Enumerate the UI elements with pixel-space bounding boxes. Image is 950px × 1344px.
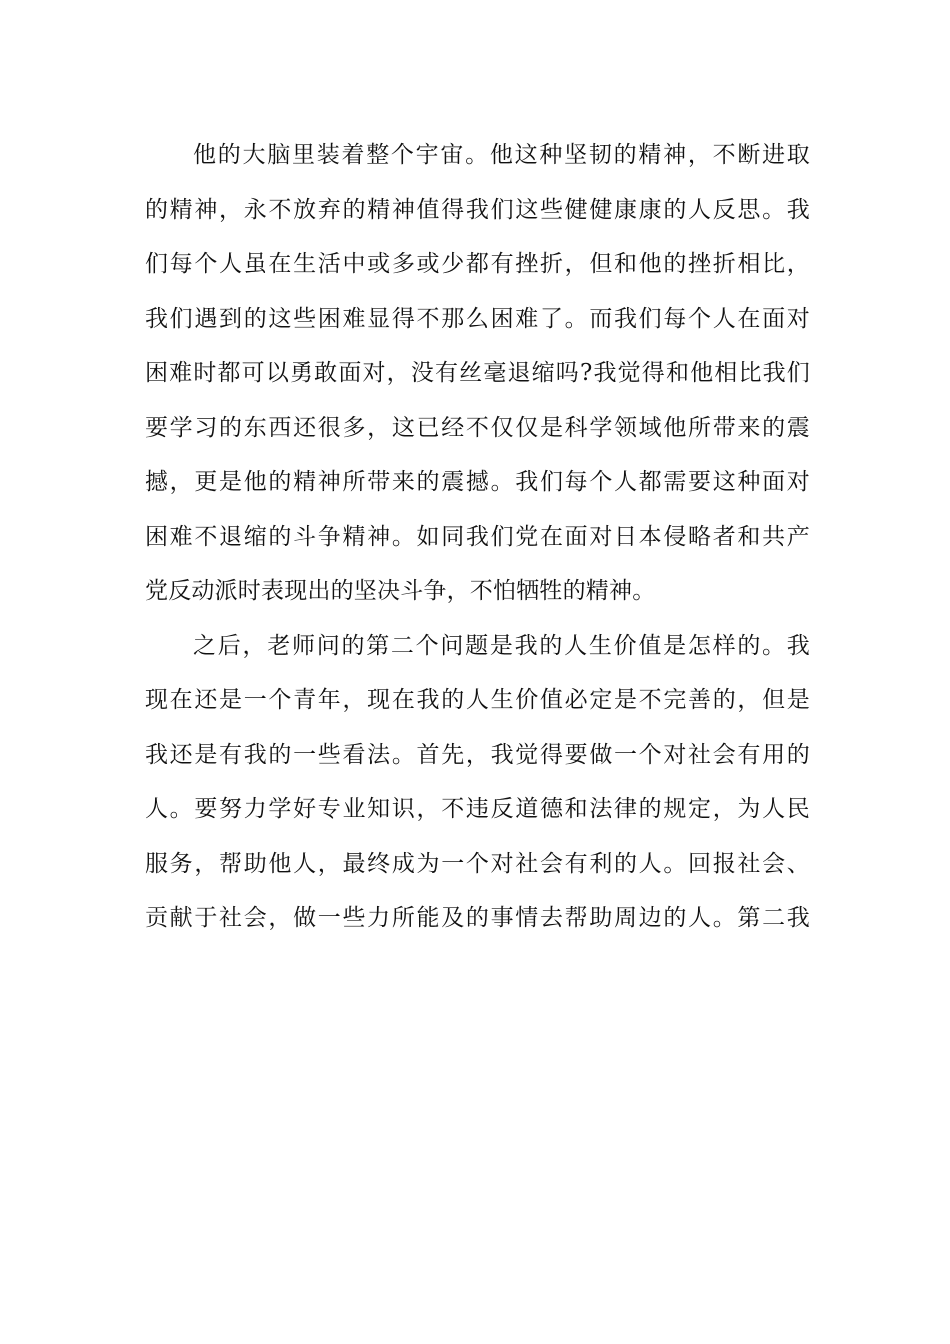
paragraph-1: [145, 128, 810, 619]
text-line: 人。要努力学好专业知识，不违反道德和法律的规定，为人民: [145, 796, 810, 822]
text-line: 服务，帮助他人，最终成为一个对社会有利的人。回报社会、: [145, 850, 810, 877]
text-line: 之后，老师问的第二个问题是我的人生价值是怎样的。我: [193, 632, 810, 659]
text-line: 他的大脑里装着整个宇宙。他这种坚韧的精神，不断进取: [193, 142, 810, 168]
paragraph-2: [145, 619, 810, 946]
text-line: 困难不退缩的斗争精神。如同我们党在面对日本侵略者和共产: [145, 523, 810, 550]
text-line: 我还是有我的一些看法。首先，我觉得要做一个对社会有用的: [145, 741, 810, 768]
text-line: 们每个人虽在生活中或多或少都有挫折，但和他的挫折相比，: [145, 251, 810, 277]
text-line: 贡献于社会，做一些力所能及的事情去帮助周边的人。第二我: [145, 905, 810, 931]
text-line: 要学习的东西还很多，这已经不仅仅是科学领域他所带来的震: [145, 414, 810, 441]
document-body: [145, 128, 810, 946]
text-line: 我们遇到的这些困难显得不那么困难了。而我们每个人在面对: [145, 305, 810, 332]
text-line: 的精神，永不放弃的精神值得我们这些健健康康的人反思。我: [145, 196, 810, 223]
text-line: 撼，更是他的精神所带来的震撼。我们每个人都需要这种面对: [145, 469, 810, 495]
text-line: 现在还是一个青年，现在我的人生价值必定是不完善的，但是: [145, 687, 810, 713]
text-line: 党反动派时表现出的坚决斗争，不怕牺牲的精神。: [145, 578, 656, 604]
text-line: 困难时都可以勇敢面对，没有丝毫退缩吗?我觉得和他相比我们: [145, 360, 810, 386]
